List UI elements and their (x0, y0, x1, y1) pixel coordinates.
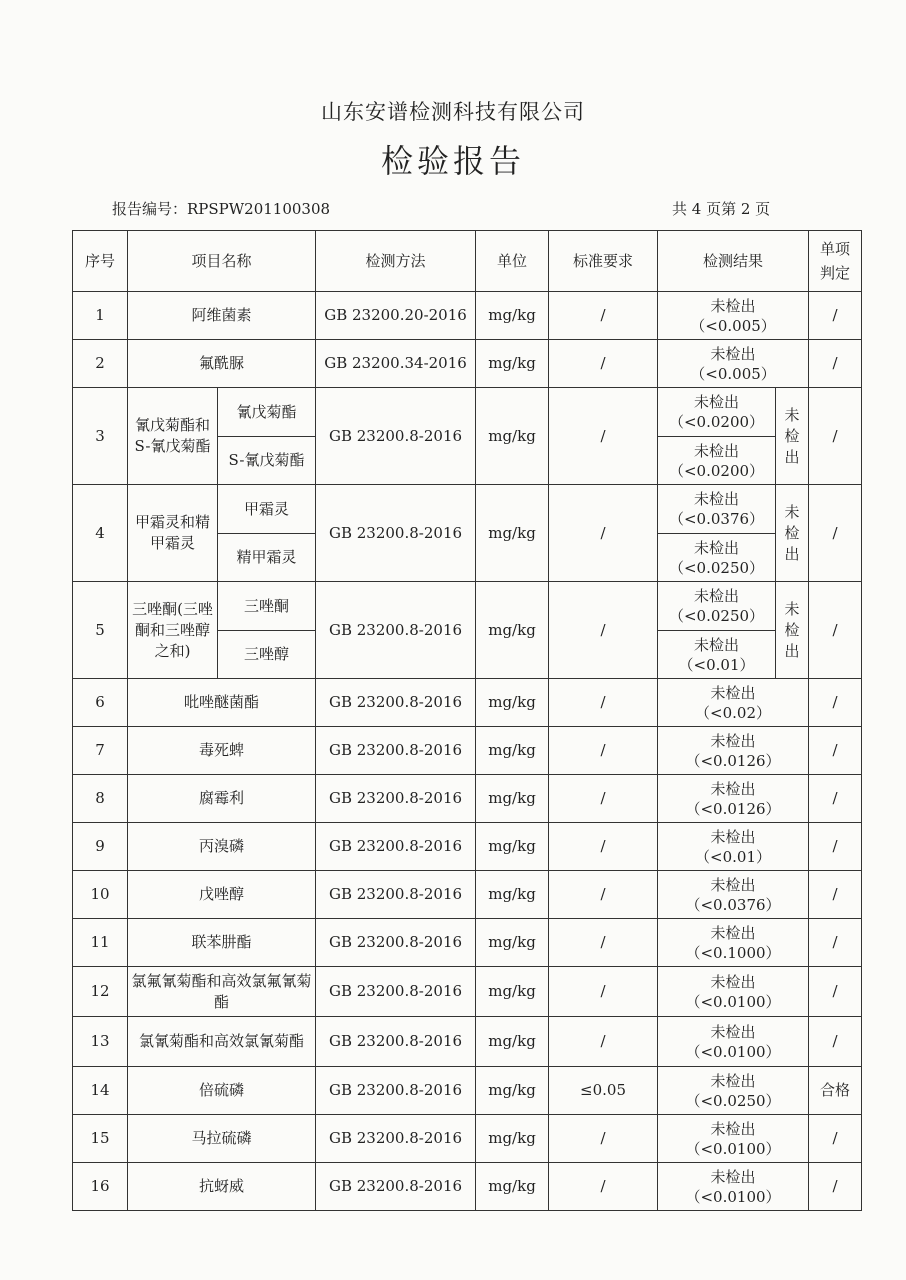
page-indicator: 共 4 页第 2 页 (672, 200, 771, 218)
judgement: / (809, 1163, 862, 1211)
row-number: 6 (73, 679, 128, 727)
item-name: 甲霜灵和精甲霜灵 (128, 485, 218, 582)
table-row (73, 1067, 862, 1115)
unit: mg/kg (476, 775, 549, 823)
combined-result: 未 检 出 (776, 388, 809, 485)
standard: / (549, 388, 658, 485)
standard: / (549, 292, 658, 340)
row-number: 3 (73, 388, 128, 485)
unit: mg/kg (476, 340, 549, 388)
sub-item-name: 甲霜灵 (218, 485, 316, 534)
item-name: 氯氰菊酯和高效氯氰菊酯 (128, 1017, 316, 1067)
test-method: GB 23200.8-2016 (316, 1163, 476, 1211)
row-number: 15 (73, 1115, 128, 1163)
unit: mg/kg (476, 823, 549, 871)
test-result: 未检出 （<0.01） (658, 823, 809, 871)
unit: mg/kg (476, 1115, 549, 1163)
standard: / (549, 967, 658, 1017)
header-standard: 标准要求 (549, 231, 658, 292)
judgement: / (809, 485, 862, 582)
standard: / (549, 871, 658, 919)
unit: mg/kg (476, 1163, 549, 1211)
test-method: GB 23200.8-2016 (316, 967, 476, 1017)
standard: / (549, 823, 658, 871)
table-row (73, 582, 862, 631)
test-result: 未检出 （<0.0376） (658, 871, 809, 919)
table-row (73, 727, 862, 775)
test-result: 未检出 （<0.0250） (658, 1067, 809, 1115)
test-result: 未检出 （<0.0126） (658, 727, 809, 775)
table-row (73, 679, 862, 727)
table-row (73, 1115, 862, 1163)
sub-item-name: 氰戊菊酯 (218, 388, 316, 437)
test-method: GB 23200.8-2016 (316, 485, 476, 582)
sub-result: 未检出 （<0.0376） (658, 485, 776, 534)
item-name: 氟酰脲 (128, 340, 316, 388)
table-row (73, 388, 862, 437)
table-row (73, 292, 862, 340)
judgement: / (809, 582, 862, 679)
row-number: 11 (73, 919, 128, 967)
item-name: 抗蚜威 (128, 1163, 316, 1211)
unit: mg/kg (476, 1017, 549, 1067)
header-name: 项目名称 (128, 231, 316, 292)
item-name: 阿维菌素 (128, 292, 316, 340)
standard: / (549, 679, 658, 727)
sub-result: 未检出 （<0.0200） (658, 388, 776, 437)
header-unit: 单位 (476, 231, 549, 292)
sub-result: 未检出 （<0.0200） (658, 437, 776, 485)
unit: mg/kg (476, 679, 549, 727)
judgement: / (809, 340, 862, 388)
table-row (73, 967, 862, 1017)
table-row (73, 485, 862, 534)
judgement: / (809, 1115, 862, 1163)
table-row (73, 775, 862, 823)
sub-result: 未检出 （<0.0250） (658, 582, 776, 631)
header-judgement (809, 231, 862, 292)
unit: mg/kg (476, 871, 549, 919)
item-name: 倍硫磷 (128, 1067, 316, 1115)
judgement: / (809, 727, 862, 775)
test-method: GB 23200.8-2016 (316, 679, 476, 727)
row-number: 7 (73, 727, 128, 775)
test-result: 未检出 （<0.0100） (658, 1115, 809, 1163)
table-row (73, 1163, 862, 1211)
row-number: 9 (73, 823, 128, 871)
results-table (72, 230, 862, 1211)
unit: mg/kg (476, 967, 549, 1017)
item-name: 丙溴磷 (128, 823, 316, 871)
test-result: 未检出 （<0.1000） (658, 919, 809, 967)
header-result: 检测结果 (658, 231, 809, 292)
test-result: 未检出 （<0.0100） (658, 967, 809, 1017)
judgement: / (809, 775, 862, 823)
test-method: GB 23200.8-2016 (316, 727, 476, 775)
item-name: 吡唑醚菌酯 (128, 679, 316, 727)
unit: mg/kg (476, 1067, 549, 1115)
judgement: / (809, 871, 862, 919)
company-name: 山东安谱检测科技有限公司 (321, 100, 585, 124)
judgement: / (809, 388, 862, 485)
standard: / (549, 582, 658, 679)
row-number: 5 (73, 582, 128, 679)
row-number: 16 (73, 1163, 128, 1211)
standard: / (549, 1163, 658, 1211)
test-method: GB 23200.8-2016 (316, 823, 476, 871)
combined-result: 未 检 出 (776, 485, 809, 582)
test-method: GB 23200.8-2016 (316, 1067, 476, 1115)
test-method: GB 23200.8-2016 (316, 582, 476, 679)
standard: / (549, 340, 658, 388)
sub-result: 未检出 （<0.01） (658, 631, 776, 679)
table-row (73, 823, 862, 871)
test-result: 未检出 （<0.0100） (658, 1163, 809, 1211)
item-name: 腐霉利 (128, 775, 316, 823)
row-number: 2 (73, 340, 128, 388)
sub-item-name: 精甲霜灵 (218, 534, 316, 582)
test-method: GB 23200.8-2016 (316, 1017, 476, 1067)
test-result: 未检出 （<0.005） (658, 292, 809, 340)
row-number: 10 (73, 871, 128, 919)
unit: mg/kg (476, 727, 549, 775)
table-row (73, 919, 862, 967)
sub-item-name: S-氰戊菊酯 (218, 437, 316, 485)
header-no: 序号 (73, 231, 128, 292)
test-method: GB 23200.8-2016 (316, 388, 476, 485)
judgement: / (809, 1017, 862, 1067)
judgement: 合格 (809, 1067, 862, 1115)
standard: / (549, 919, 658, 967)
standard: / (549, 1115, 658, 1163)
standard: / (549, 1017, 658, 1067)
table-header (73, 231, 862, 292)
row-number: 8 (73, 775, 128, 823)
unit: mg/kg (476, 582, 549, 679)
unit: mg/kg (476, 919, 549, 967)
sub-item-name: 三唑醇 (218, 631, 316, 679)
item-name: 联苯肼酯 (128, 919, 316, 967)
unit: mg/kg (476, 388, 549, 485)
row-number: 13 (73, 1017, 128, 1067)
standard: / (549, 485, 658, 582)
header-judgement-label: 单项判定 (820, 240, 851, 282)
test-method: GB 23200.8-2016 (316, 1115, 476, 1163)
table-row (73, 340, 862, 388)
judgement: / (809, 919, 862, 967)
unit: mg/kg (476, 485, 549, 582)
judgement: / (809, 967, 862, 1017)
table-row (73, 871, 862, 919)
test-method: GB 23200.8-2016 (316, 775, 476, 823)
unit: mg/kg (476, 292, 549, 340)
test-method: GB 23200.8-2016 (316, 871, 476, 919)
test-result: 未检出 （<0.005） (658, 340, 809, 388)
item-name: 氯氟氰菊酯和高效氯氟氰菊酯 (128, 967, 316, 1017)
test-result: 未检出 （<0.02） (658, 679, 809, 727)
sub-result: 未检出 （<0.0250） (658, 534, 776, 582)
test-method: GB 23200.34-2016 (316, 340, 476, 388)
item-name: 毒死蜱 (128, 727, 316, 775)
table-row (73, 1017, 862, 1067)
row-number: 1 (73, 292, 128, 340)
test-result: 未检出 （<0.0100） (658, 1017, 809, 1067)
row-number: 12 (73, 967, 128, 1017)
row-number: 4 (73, 485, 128, 582)
sub-item-name: 三唑酮 (218, 582, 316, 631)
judgement: / (809, 823, 862, 871)
report-title: 检验报告 (380, 142, 525, 180)
test-method: GB 23200.20-2016 (316, 292, 476, 340)
item-name: 马拉硫磷 (128, 1115, 316, 1163)
test-result: 未检出 （<0.0126） (658, 775, 809, 823)
test-method: GB 23200.8-2016 (316, 919, 476, 967)
judgement: / (809, 679, 862, 727)
item-name: 戊唑醇 (128, 871, 316, 919)
header-method: 检测方法 (316, 231, 476, 292)
report-number: 报告编号：RPSPW201100308 (112, 200, 331, 218)
combined-result: 未 检 出 (776, 582, 809, 679)
standard: ≤0.05 (549, 1067, 658, 1115)
judgement: / (809, 292, 862, 340)
item-name: 氰戊菊酯和S-氰戊菊酯 (128, 388, 218, 485)
standard: / (549, 727, 658, 775)
row-number: 14 (73, 1067, 128, 1115)
standard: / (549, 775, 658, 823)
item-name: 三唑酮(三唑酮和三唑醇之和) (128, 582, 218, 679)
